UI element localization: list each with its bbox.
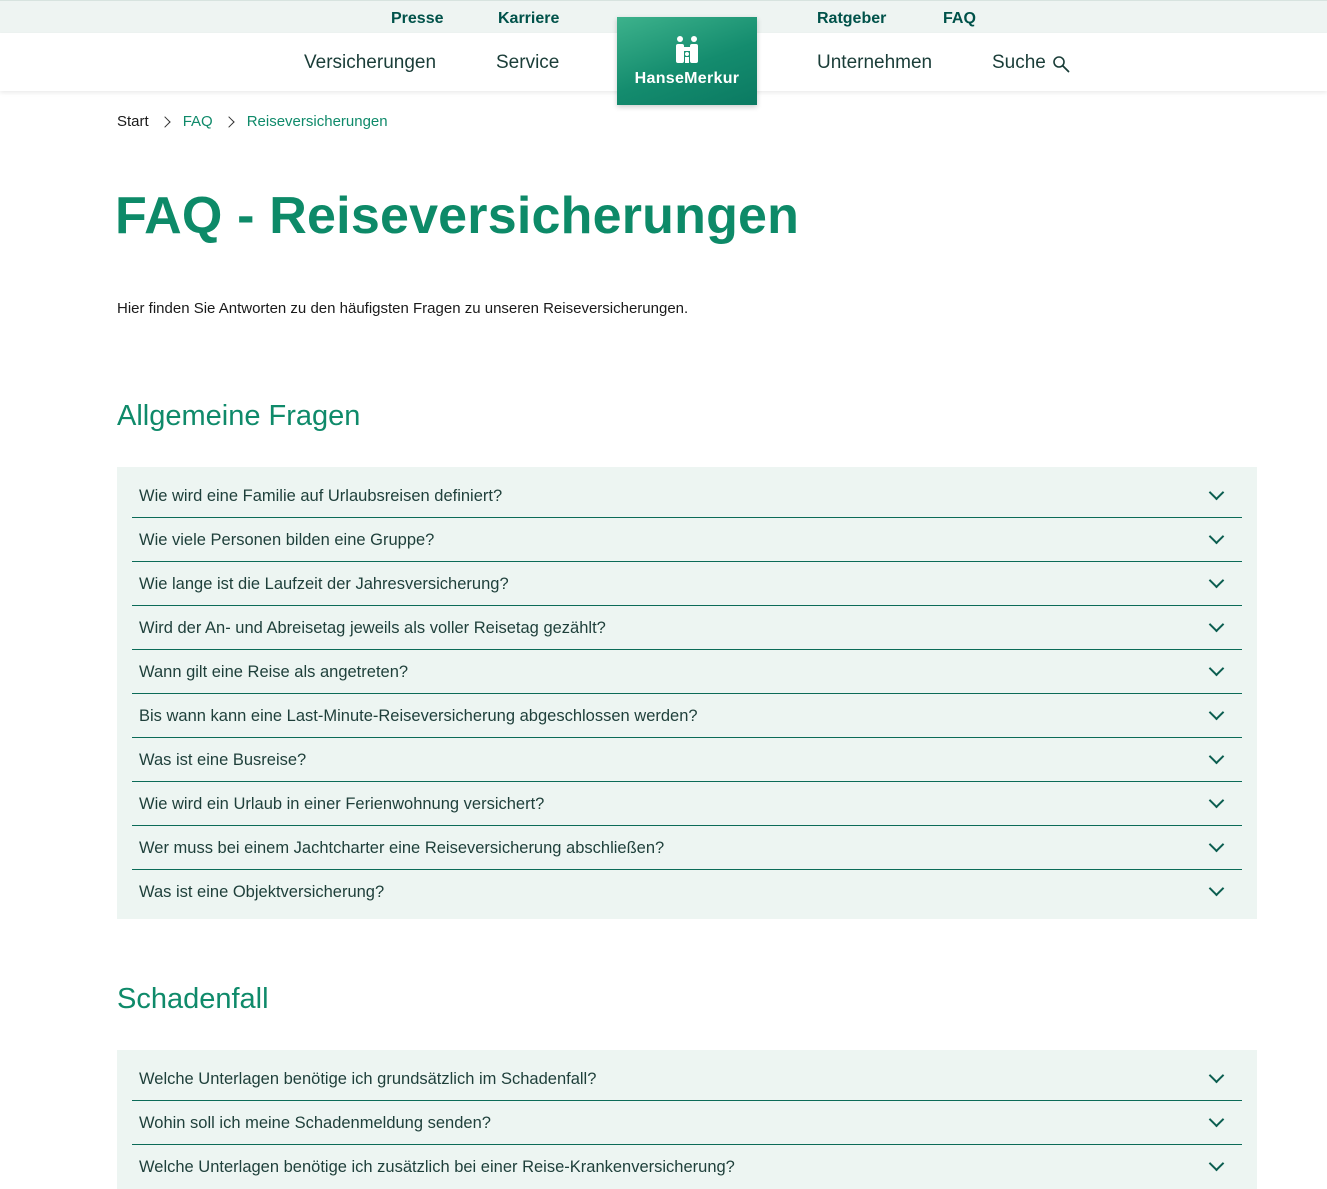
faq-question: Wie lange ist die Laufzeit der Jahresversicherung? — [139, 575, 509, 593]
breadcrumb-current: Reiseversicherungen — [246, 113, 388, 130]
faq-item[interactable] — [132, 782, 1242, 826]
chevron-down-icon[interactable] — [1209, 529, 1225, 545]
faq-item[interactable] — [132, 1101, 1242, 1145]
nav-link-suche[interactable]: Suche — [992, 52, 1046, 73]
section-title-schadenfall: Schadenfall — [117, 983, 269, 1015]
nav-link-ratgeber[interactable]: Ratgeber — [817, 10, 887, 27]
faq-question: Wohin soll ich meine Schadenmeldung senden? — [139, 1114, 491, 1132]
chevron-down-icon[interactable] — [1209, 837, 1225, 853]
chevron-right-icon — [159, 116, 170, 127]
faq-item[interactable] — [132, 650, 1242, 694]
faq-question: Wie viele Personen bilden eine Gruppe? — [139, 531, 435, 549]
logo-figures-icon — [673, 35, 701, 65]
hansemerkur-logo[interactable] — [617, 17, 757, 105]
faq-question: Wie wird ein Urlaub in einer Ferienwohnung versichert? — [139, 795, 545, 813]
nav-link-karriere[interactable]: Karriere — [498, 10, 560, 27]
chevron-down-icon[interactable] — [1209, 705, 1225, 721]
faq-item[interactable] — [132, 738, 1242, 782]
nav-link-faq[interactable]: FAQ — [943, 10, 976, 27]
faq-item[interactable] — [132, 474, 1242, 518]
page-title: FAQ - Reiseversicherungen — [115, 187, 800, 245]
search-icon[interactable] — [1052, 55, 1070, 73]
faq-item[interactable] — [132, 826, 1242, 870]
intro-text: Hier finden Sie Antworten zu den häufigsten Fragen zu unseren Reiseversicherungen. — [117, 300, 689, 317]
chevron-down-icon[interactable] — [1209, 485, 1225, 501]
chevron-down-icon[interactable] — [1209, 793, 1225, 809]
chevron-down-icon[interactable] — [1209, 1068, 1225, 1084]
faq-item[interactable] — [132, 870, 1242, 914]
faq-item[interactable] — [132, 518, 1242, 562]
chevron-down-icon[interactable] — [1209, 881, 1225, 897]
faq-item[interactable] — [132, 694, 1242, 738]
nav-link-versicherungen[interactable]: Versicherungen — [304, 52, 437, 73]
chevron-right-icon — [223, 116, 234, 127]
chevron-down-icon[interactable] — [1209, 749, 1225, 765]
chevron-down-icon[interactable] — [1209, 573, 1225, 589]
faq-item[interactable] — [132, 1057, 1242, 1101]
section-title-allgemeine-fragen: Allgemeine Fragen — [117, 400, 361, 432]
faq-question: Was ist eine Objektversicherung? — [139, 883, 385, 901]
breadcrumb — [117, 113, 388, 130]
faq-question: Wer muss bei einem Jachtcharter eine Reiseversicherung abschließen? — [139, 839, 665, 857]
breadcrumb-start[interactable]: Start — [117, 113, 149, 130]
faq-accordion-schadenfall — [117, 1050, 1257, 1189]
chevron-down-icon[interactable] — [1209, 1156, 1225, 1172]
faq-question: Bis wann kann eine Last-Minute-Reiseversicherung abgeschlossen werden? — [139, 707, 698, 725]
faq-item[interactable] — [132, 606, 1242, 650]
nav-link-unternehmen[interactable]: Unternehmen — [817, 52, 933, 73]
chevron-down-icon[interactable] — [1209, 617, 1225, 633]
nav-link-presse[interactable]: Presse — [391, 10, 444, 27]
chevron-down-icon[interactable] — [1209, 1112, 1225, 1128]
breadcrumb-faq[interactable]: FAQ — [182, 113, 213, 130]
faq-question: Wann gilt eine Reise als angetreten? — [139, 663, 409, 681]
faq-question: Wie wird eine Familie auf Urlaubsreisen definiert? — [139, 487, 503, 505]
logo-text: HanseMerkur — [634, 70, 740, 87]
faq-accordion-allgemeine-fragen — [117, 467, 1257, 919]
faq-question: Wird der An- und Abreisetag jeweils als voller Reisetag gezählt? — [139, 619, 606, 637]
faq-question: Was ist eine Busreise? — [139, 751, 307, 769]
faq-question: Welche Unterlagen benötige ich grundsätzlich im Schadenfall? — [139, 1070, 597, 1088]
nav-link-service[interactable]: Service — [496, 52, 560, 73]
chevron-down-icon[interactable] — [1209, 661, 1225, 677]
faq-item[interactable] — [132, 562, 1242, 606]
faq-question: Welche Unterlagen benötige ich zusätzlich bei einer Reise-Krankenversicherung? — [139, 1158, 735, 1176]
faq-item[interactable] — [132, 1145, 1242, 1189]
